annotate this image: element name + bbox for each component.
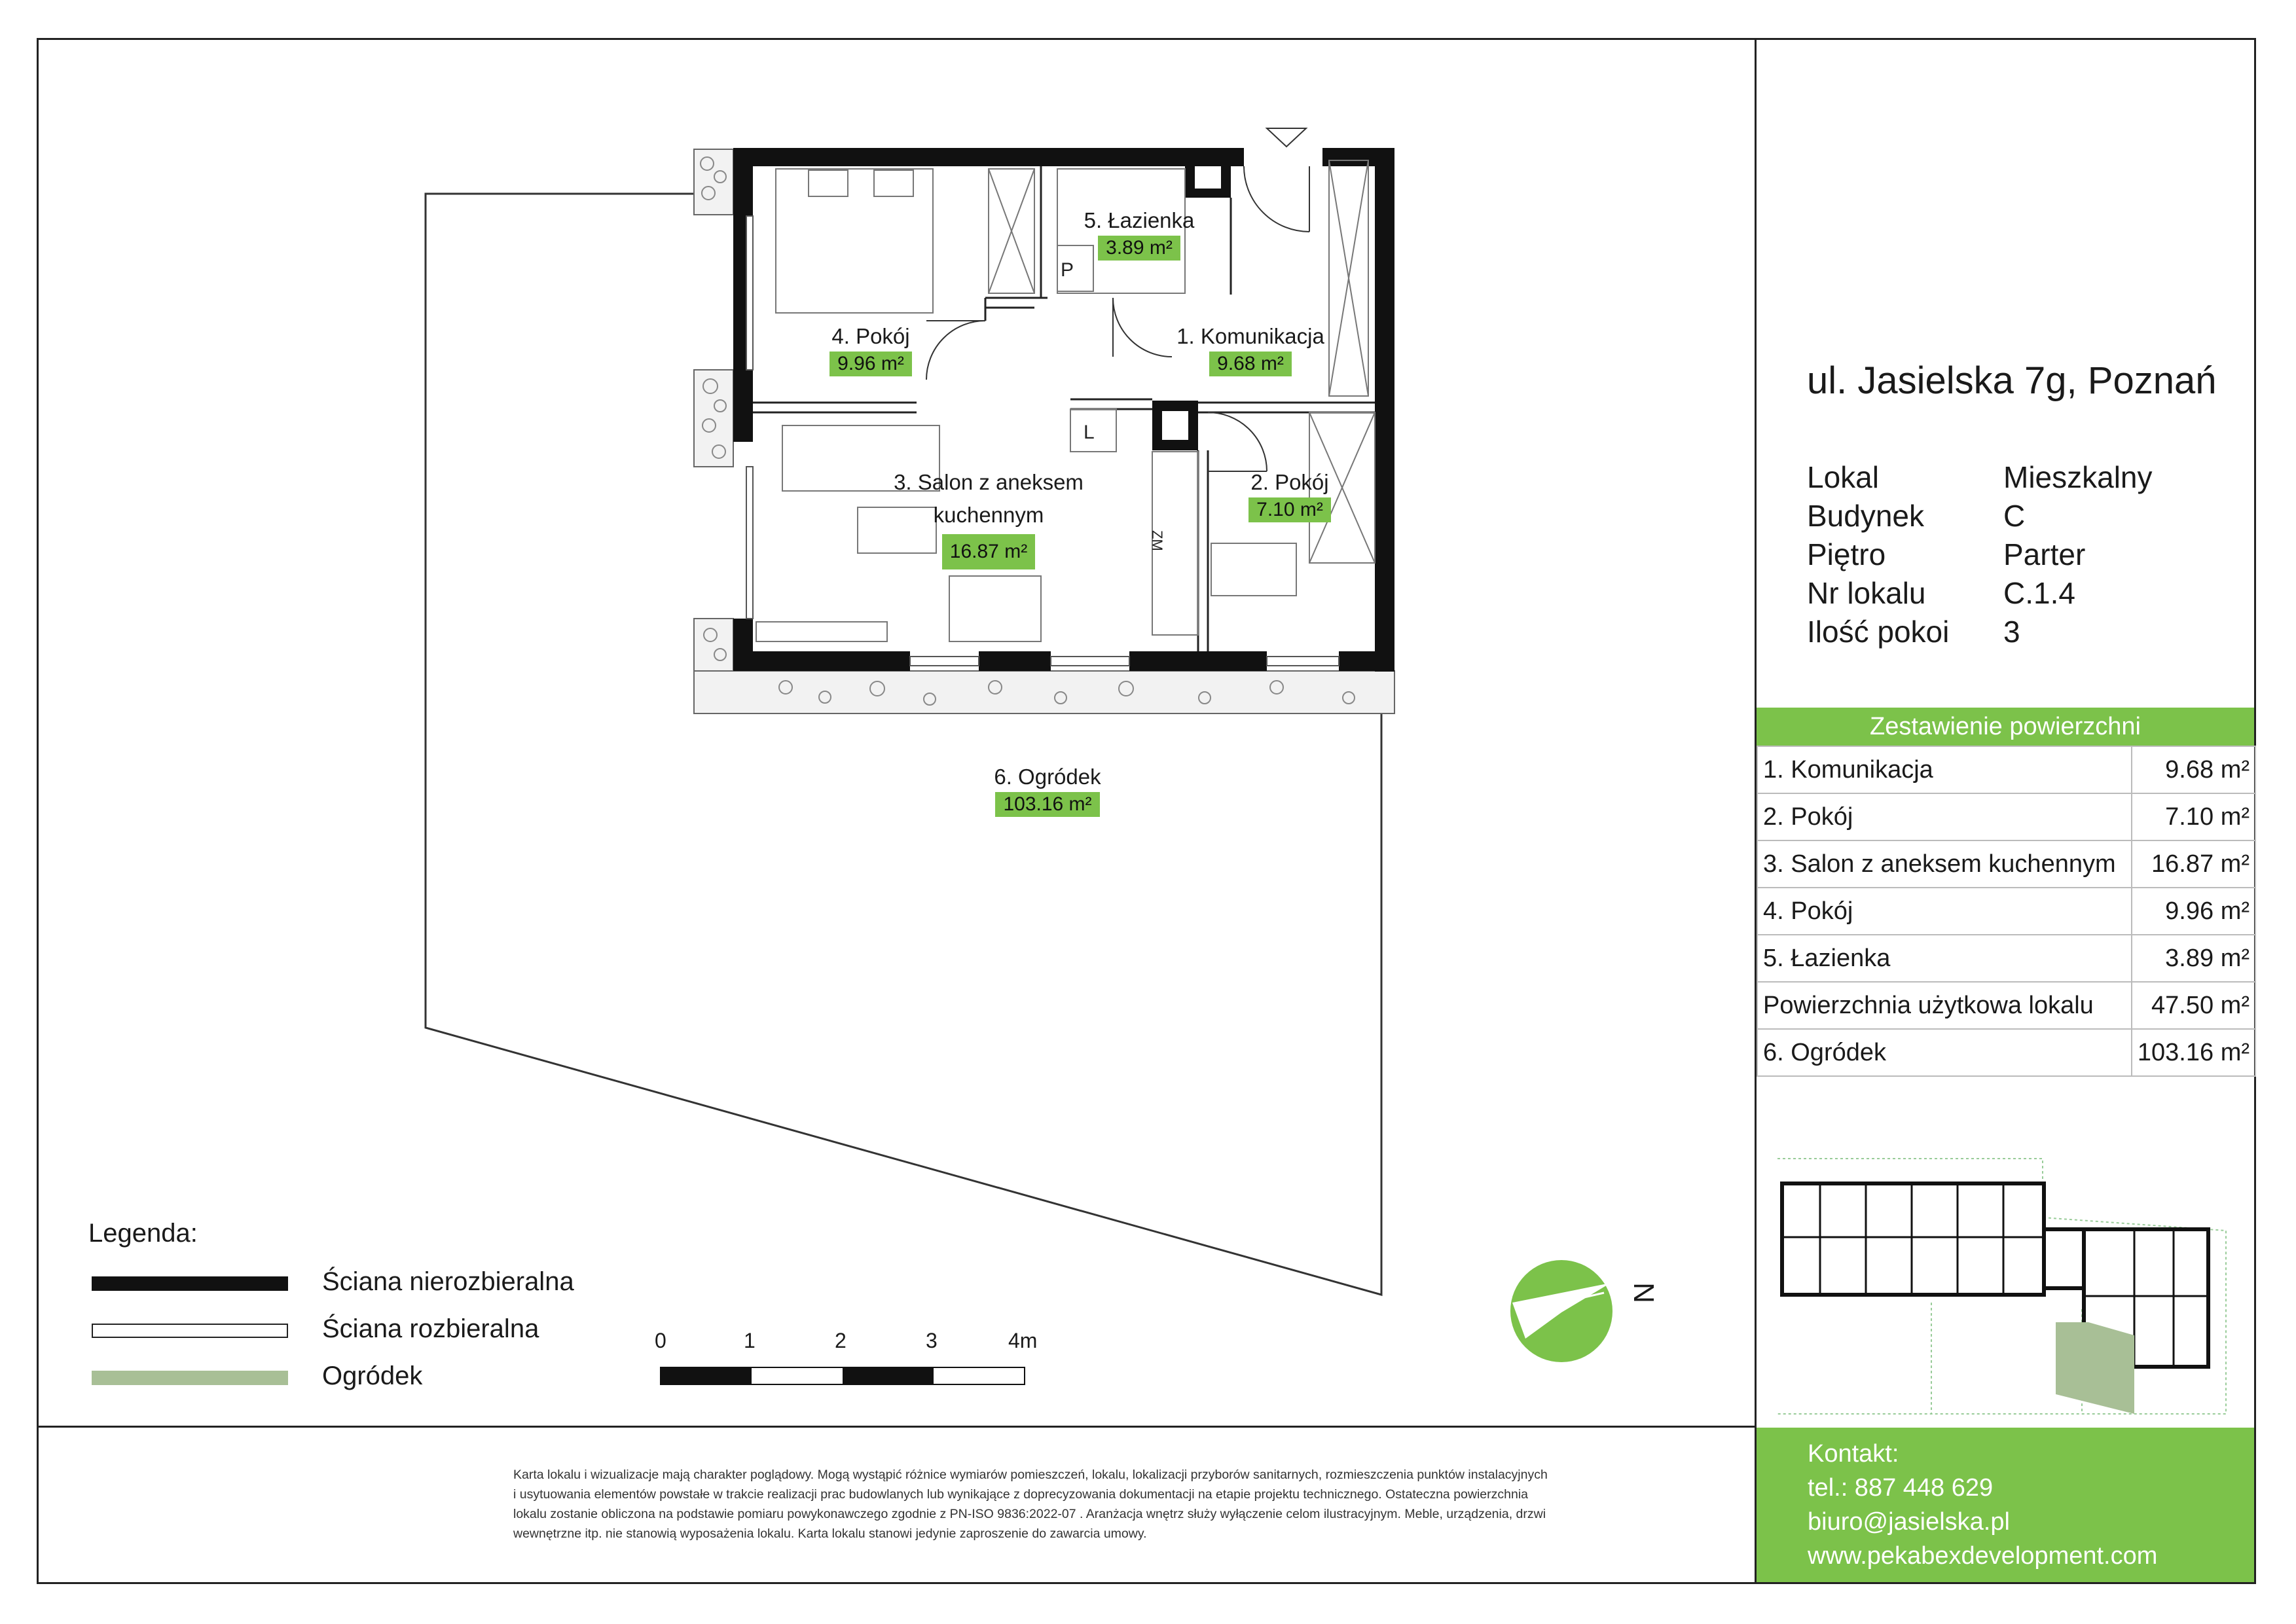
cell-name: 1. Komunikacja	[1757, 746, 2132, 793]
room-name: 2. Pokój	[1250, 470, 1329, 494]
contact-title: Kontakt:	[1808, 1440, 1899, 1468]
room-area-tag: 9.96 m²	[829, 352, 912, 376]
structural-walls	[733, 148, 1394, 672]
disclaimer	[513, 1465, 1705, 1543]
room-name: 5. Łazienka	[1084, 208, 1195, 232]
entrance-marker	[1267, 128, 1306, 147]
scale-tick: 1	[744, 1329, 756, 1352]
legend-swatch	[92, 1371, 288, 1385]
legend-label: Ściana nierozbieralna	[322, 1267, 574, 1296]
cell-area: 3.89 m²	[2132, 935, 2255, 982]
scale-tick: 2	[835, 1329, 847, 1352]
contact-panel	[1757, 1428, 2254, 1582]
info-value: Mieszkalny	[2003, 460, 2153, 494]
room-name: 1. Komunikacja	[1176, 324, 1324, 348]
cell-area: 47.50 m²	[2132, 982, 2255, 1029]
info-key: Nr lokalu	[1807, 576, 1926, 610]
stone-border	[694, 149, 1394, 713]
info-key: Lokal	[1807, 460, 1879, 494]
legend-title: Legenda:	[88, 1219, 198, 1248]
info-value: 3	[2003, 615, 2020, 649]
kitchen-l-label: L	[1084, 422, 1095, 443]
room-name: 6. Ogródek	[994, 765, 1101, 789]
info-value: Parter	[2003, 537, 2086, 571]
legend-label: Ściana rozbieralna	[322, 1314, 539, 1343]
room-4-label	[805, 324, 936, 376]
info-row	[1807, 613, 2153, 651]
cell-area: 16.87 m²	[2132, 840, 2255, 888]
disclaimer-line: wewnętrzne itp. nie stanowią wyposażenia lokalu. Karta lokalu stanowi jedynie zaproszenie do zawarcia umowy.	[513, 1526, 1147, 1541]
info-row	[1807, 535, 2153, 574]
table-row	[1757, 840, 2255, 888]
info-value: C.1.4	[2003, 576, 2075, 610]
summary-title: Zestawienie powierzchni	[1757, 708, 2254, 746]
disclaimer-line: Karta lokalu i wizualizacje mają charakter poglądowy. Mogą wystąpić różnice wymiarów pomieszczeń, lokalu, lokalizacji przyborów sanitarnych, rozmieszczenia punktów instalacyjnych	[513, 1468, 1548, 1482]
room-bathroom-label	[1074, 208, 1205, 261]
cell-name: 6. Ogródek	[1757, 1029, 2132, 1076]
cell-name: Powierzchnia użytkowa lokalu	[1757, 982, 2132, 1029]
cell-name: 2. Pokój	[1757, 793, 2132, 840]
legend-swatch	[92, 1324, 288, 1338]
address: ul. Jasielska 7g, Poznań	[1807, 359, 2217, 402]
table-row	[1757, 888, 2255, 935]
disclaimer-line: i usytuowania elementów powstałe w trakcie realizacji prac budowlanych lub wynikające z doprecyzowania dokumentacji na etapie projektu technicznego. Ostateczna powierzchnia	[513, 1487, 1529, 1502]
info-row	[1807, 574, 2153, 613]
windows	[746, 216, 1339, 666]
info-row	[1807, 497, 2153, 535]
cell-name: 4. Pokój	[1757, 888, 2132, 935]
room-area-tag: 103.16 m²	[995, 792, 1099, 817]
disclaimer-line: lokalu zostanie obliczona na podstawie pomiaru powykonawczego zgodnie z PN-ISO 9836:2022-07 . Aranżacja wnętrz służy wyłączenie celom ilustracyjnym. Meble, urządzenia, drzwi	[513, 1507, 1546, 1521]
scale-tick: 0	[655, 1329, 666, 1352]
cell-area: 9.96 m²	[2132, 888, 2255, 935]
compass-north-label: N	[1627, 1282, 1660, 1303]
table-row	[1757, 793, 2255, 840]
legend-label: Ogródek	[322, 1362, 423, 1390]
scale-bar	[660, 1367, 1027, 1386]
kitchen-zm-label: ZM	[1149, 530, 1165, 551]
contact-phone[interactable]: tel.: 887 448 629	[1808, 1474, 1994, 1502]
room-area-tag: 16.87 m²	[942, 534, 1035, 569]
legend-swatch	[92, 1276, 288, 1291]
contact-website[interactable]: www.pekabexdevelopment.com	[1808, 1542, 2158, 1570]
info-row	[1807, 458, 2153, 497]
cell-area: 103.16 m²	[2132, 1029, 2255, 1076]
info-key: Ilość pokoi	[1807, 615, 1950, 649]
bath-p-label: P	[1061, 259, 1074, 281]
info-key: Budynek	[1807, 499, 1925, 533]
garden-label	[982, 765, 1113, 817]
table-row	[1757, 982, 2255, 1029]
info-value: C	[2003, 499, 2026, 533]
cell-name: 3. Salon z aneksem kuchennym	[1757, 840, 2132, 888]
table-row	[1757, 1029, 2255, 1076]
room-hall-label	[1165, 324, 1336, 376]
room-name-line2: kuchennym	[933, 503, 1044, 527]
room-area-tag: 9.68 m²	[1209, 352, 1292, 376]
cell-area: 7.10 m²	[2132, 793, 2255, 840]
table-row	[1757, 746, 2255, 793]
room-2-label	[1231, 470, 1349, 522]
cell-area: 9.68 m²	[2132, 746, 2255, 793]
compass	[1506, 1254, 1676, 1378]
room-area-tag: 3.89 m²	[1098, 236, 1180, 261]
info-key: Piętro	[1807, 537, 1886, 571]
partition-walls	[753, 166, 1375, 651]
scale-tick: 4m	[1008, 1329, 1038, 1352]
building-key-plan	[1768, 1139, 2239, 1427]
table-row	[1757, 935, 2255, 982]
contact-email[interactable]: biuro@jasielska.pl	[1808, 1508, 2010, 1536]
room-name: 4. Pokój	[831, 324, 910, 348]
unit-info	[1807, 458, 2153, 651]
scale-tick: 3	[926, 1329, 938, 1352]
summary-table	[1757, 746, 2256, 1077]
room-area-tag: 7.10 m²	[1248, 497, 1331, 522]
room-salon-label	[877, 466, 1100, 569]
room-name-line1: 3. Salon z aneksem	[894, 470, 1084, 494]
cell-name: 5. Łazienka	[1757, 935, 2132, 982]
